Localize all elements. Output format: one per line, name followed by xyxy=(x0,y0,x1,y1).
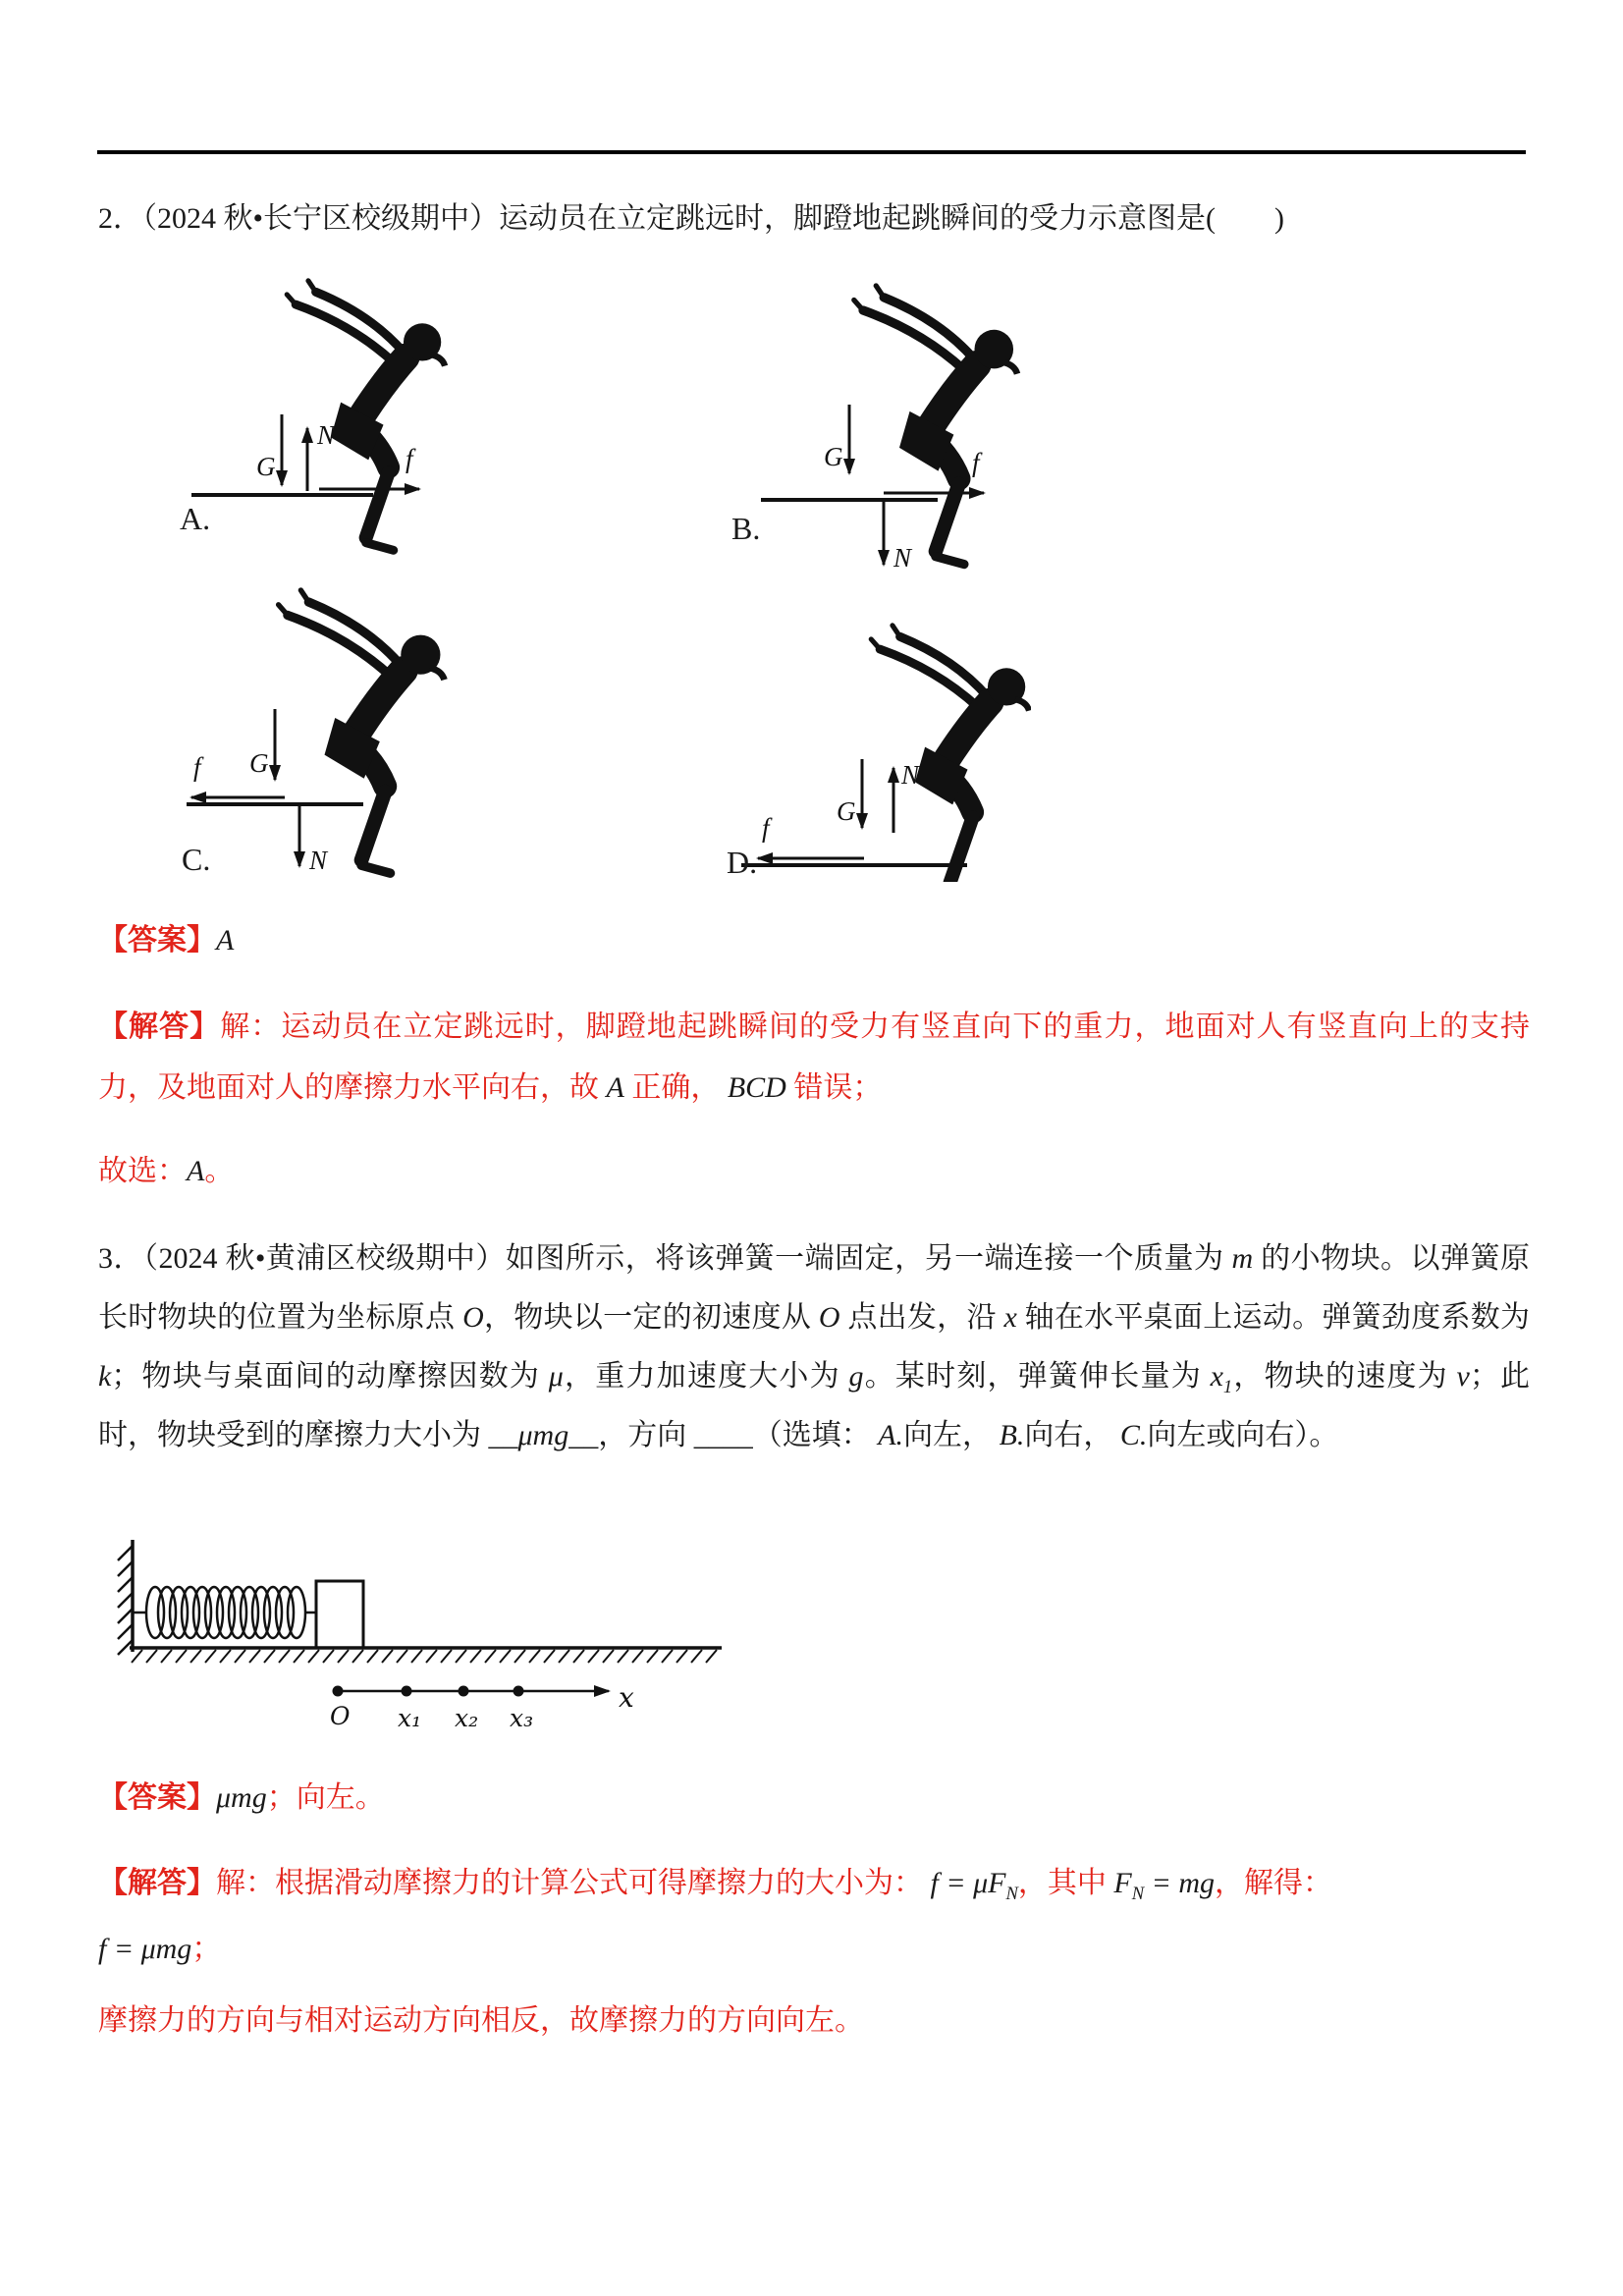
text-segment: 正确， xyxy=(623,1071,728,1104)
text-segment: ，解得： xyxy=(1215,1867,1333,1899)
text-segment: BCD xyxy=(727,1071,786,1104)
text-segment: ，物块以一定的初速度从 xyxy=(483,1301,819,1334)
text-segment: k xyxy=(98,1360,112,1393)
ground-hatching xyxy=(132,1650,717,1663)
spring-coil xyxy=(133,1587,316,1638)
text-segment: ，其中 xyxy=(1017,1867,1114,1899)
option-c-label: C. xyxy=(182,842,211,877)
text-segment: ；向左。 xyxy=(266,1781,385,1814)
axis-label-x3: x₃ xyxy=(510,1704,534,1732)
friction-label: f xyxy=(406,444,413,473)
text-segment: O xyxy=(818,1301,840,1334)
text-segment: x xyxy=(1003,1301,1017,1334)
axis-dot-x1 xyxy=(402,1686,412,1697)
question2-text xyxy=(98,196,1530,241)
spring-block-diagram xyxy=(88,1532,756,1743)
athlete-figure xyxy=(279,590,445,873)
text-segment: v xyxy=(1456,1360,1470,1393)
axis-dot-x2 xyxy=(459,1686,469,1697)
text-segment: ； xyxy=(191,1933,222,1965)
text-segment: 。某时刻，弹簧伸长量为 xyxy=(863,1360,1211,1393)
axis-name-label: x xyxy=(619,1681,634,1714)
text-segment: μmg xyxy=(216,1781,267,1814)
text-segment: 【解答】 xyxy=(98,1867,216,1899)
text-segment: g xyxy=(848,1360,864,1393)
text-segment: 【答案】 xyxy=(98,924,216,957)
text-segment: 3．（2024 秋•黄浦区校级期中）如图所示，将该弹簧一端固定，另一端连接一个质量为 xyxy=(98,1242,1232,1275)
text-segment: f = xyxy=(930,1867,974,1899)
question2-answer xyxy=(98,918,1530,962)
friction-label: f xyxy=(193,752,201,782)
text-segment: 向左， xyxy=(903,1419,1000,1451)
text-segment: ，重力加速度大小为 xyxy=(563,1360,849,1393)
gravity-label: G xyxy=(256,452,276,481)
normal-label: N xyxy=(317,420,336,450)
text-segment: ，物块的速度为 xyxy=(1232,1360,1457,1393)
option-d-label: D. xyxy=(727,845,758,880)
athlete-figure xyxy=(871,626,1029,882)
friction-label: f xyxy=(762,813,770,843)
athlete-figure xyxy=(287,281,445,550)
text-segment: C. xyxy=(1119,1419,1148,1451)
text-segment: 【解答】 xyxy=(98,1011,221,1043)
gravity-label: G xyxy=(837,796,856,826)
axis-label-origin: O xyxy=(330,1702,351,1730)
text-segment: 轴在水平桌面上运动。弹簧劲度系数为 xyxy=(1016,1301,1531,1334)
text-segment: $\mu F_N$ xyxy=(973,1867,1018,1904)
text-segment: A xyxy=(606,1071,624,1104)
gravity-label: G xyxy=(824,442,843,471)
gravity-label: G xyxy=(249,748,269,778)
text-segment: $x_1$ xyxy=(1210,1360,1233,1397)
question3-answer xyxy=(98,1776,1530,1820)
option-d-figure xyxy=(727,587,1031,882)
text-segment: μmg xyxy=(517,1419,569,1451)
axis-dot-x3 xyxy=(514,1686,524,1697)
block xyxy=(316,1581,363,1648)
option-a-figure xyxy=(172,267,466,562)
question2-choice xyxy=(98,1149,1530,1193)
text-segment: $F_N$ xyxy=(1113,1867,1145,1904)
spring-block-figure xyxy=(88,1532,756,1743)
text-segment: A xyxy=(216,924,235,957)
text-segment: 【答案】 xyxy=(98,1781,216,1814)
text-segment: ；此时，物块受到的摩擦力大小为 __ xyxy=(98,1360,1531,1451)
text-segment: 故选： xyxy=(98,1155,187,1187)
text-segment: f = μmg xyxy=(98,1933,192,1965)
text-segment: ；物块与桌面间的动摩擦因数为 xyxy=(111,1360,549,1393)
question3-formula xyxy=(98,1927,1530,1971)
text-segment: m xyxy=(1231,1242,1254,1275)
question3-explanation xyxy=(98,1861,1530,1905)
question3-text xyxy=(98,1230,1530,1465)
axis-dot-origin xyxy=(333,1686,344,1697)
text-segment: B. xyxy=(999,1419,1025,1451)
axis-label-x1: x₁ xyxy=(398,1704,422,1732)
top-divider xyxy=(97,150,1526,154)
text-segment: 解：根据滑动摩擦力的计算公式可得摩擦力的大小为： xyxy=(216,1867,931,1899)
option-b-label: B. xyxy=(731,511,761,546)
axis-label-x2: x₂ xyxy=(455,1704,479,1732)
option-c xyxy=(172,572,466,881)
option-d xyxy=(727,587,1031,882)
text-segment: 向右， xyxy=(1024,1419,1120,1451)
text-segment: = mg xyxy=(1144,1867,1216,1899)
option-c-figure xyxy=(172,572,466,881)
normal-label: N xyxy=(309,846,328,875)
text-segment: O xyxy=(462,1301,484,1334)
text-segment: A. xyxy=(878,1419,904,1451)
option-b xyxy=(727,277,1021,581)
friction-label: f xyxy=(972,448,980,477)
option-a-label: A. xyxy=(180,501,211,536)
text-segment: A xyxy=(187,1155,205,1187)
text-segment: 向左或向右）。 xyxy=(1147,1419,1339,1451)
question2-explanation xyxy=(98,997,1530,1119)
text-segment: 解：运动员在立定跳远时，脚蹬地起跳瞬间的受力有竖直向下的重力，地面对人有竖直向上的支持力，及地面对人的摩擦力水平向右，故 xyxy=(98,1011,1531,1104)
text-segment: __，方向 ____（选填： xyxy=(568,1419,879,1451)
question3-conclusion xyxy=(98,1998,1530,2043)
option-a xyxy=(172,267,466,562)
wall-hatching xyxy=(118,1546,133,1655)
text-segment: 2．（2024 秋•长宁区校级期中）运动员在立定跳远时，脚蹬地起跳瞬间的受力示意图是( ) xyxy=(98,202,1284,235)
text-segment: 点出发，沿 xyxy=(839,1301,1004,1334)
text-segment: μ xyxy=(548,1360,564,1393)
text-segment: 。 xyxy=(204,1155,235,1187)
text-segment: 摩擦力的方向与相对运动方向相反，故摩擦力的方向向左。 xyxy=(98,2004,864,2037)
text-segment: 错误； xyxy=(785,1071,883,1104)
option-b-figure xyxy=(727,277,1021,581)
normal-label: N xyxy=(901,760,920,790)
text-segment: 的小物块。以弹簧原长时物块的位置为坐标原点 xyxy=(98,1242,1530,1334)
athlete-figure xyxy=(854,286,1017,565)
normal-label: N xyxy=(893,543,912,573)
